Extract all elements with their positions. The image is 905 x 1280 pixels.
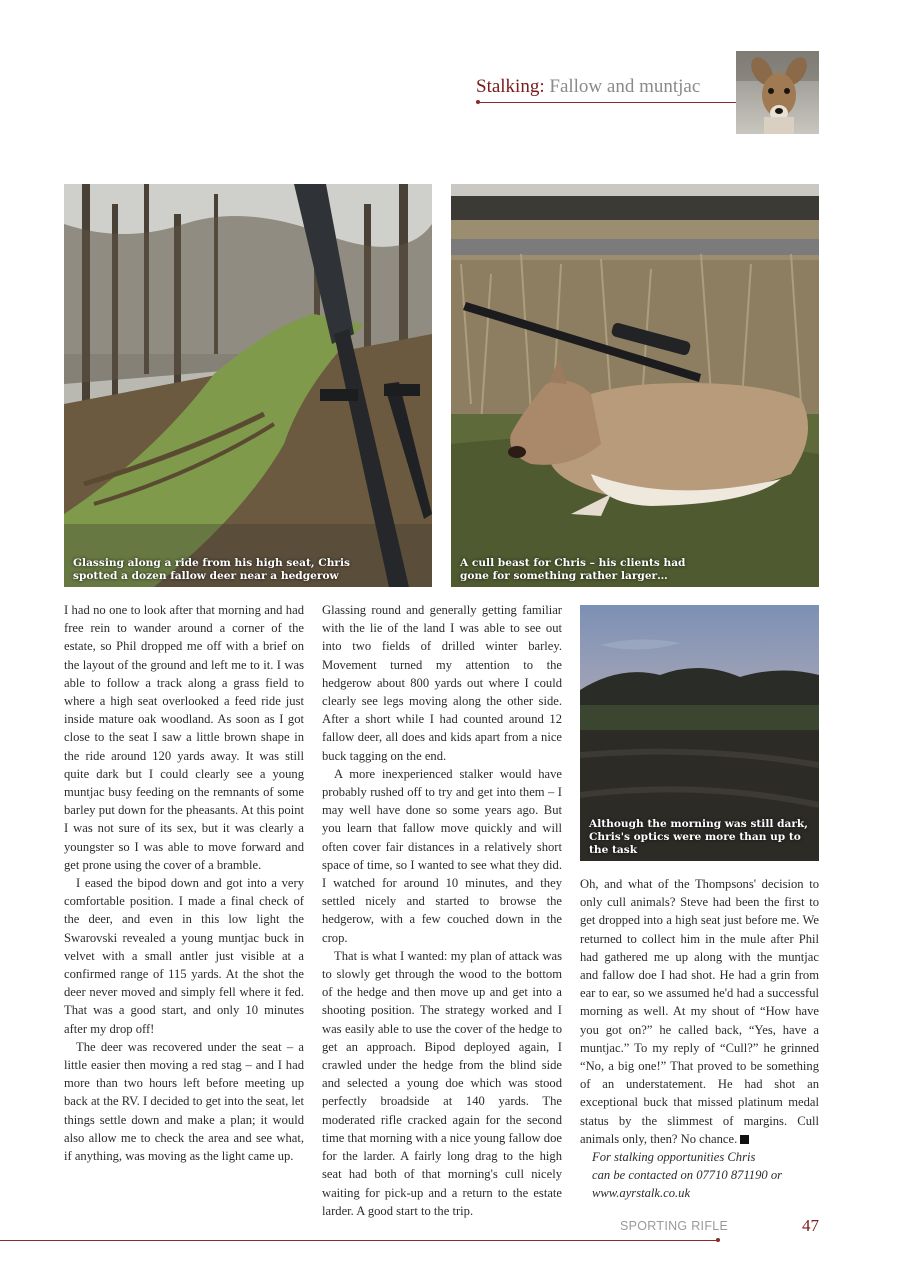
header-rule-dot: [476, 100, 480, 104]
article-paragraph: A more inexperienced stalker would have probably rushed off to try and get into them – I may well have done so some years ago. But you learn that fallow move quickly and will often cover fair distances in a relatively short space of time, so I wanted to see what they did. I watched for around 10 minutes, and they settled nicely and started to browse the hedgerow, with a few couched down in the crop.: [322, 766, 562, 945]
article-paragraph: Glassing round and generally getting familiar with the lie of the land I was able to see out into two fields of drilled winter barley. Movement turned my attention to the hedgerow about 800 yards out where I could clearly see legs moving along the other side. After a short while I had counted around 12 fallow deer, all does and kids apart from a nice buck tagging on the end.: [322, 603, 562, 763]
footer-rule-dot: [716, 1238, 720, 1242]
footer-rule: [0, 1240, 718, 1241]
cull-photo-caption: [460, 557, 811, 583]
credit-website: www.ayrstalk.co.uk: [592, 1186, 691, 1201]
ride-photo-caption: [73, 557, 424, 583]
fallow-deer-thumbnail: [736, 51, 819, 134]
header-rule: [476, 102, 738, 103]
credit-line: can be contacted on 07710 871190 or: [592, 1168, 783, 1183]
section-subtitle: Fallow and muntjac: [549, 76, 701, 97]
cull-deer-photo: [451, 184, 819, 587]
article-paragraph: I eased the bipod down and got into a very comfortable position. I made a final check of the deer, and even in this low light the Swarovski revealed a young muntjac buck in velvet with a small antler just visible at a confirmed range of 115 yards. At the shot the deer never moved and simply fell where it fed. That was a good start, and only 10 minutes after my drop off!: [64, 876, 304, 1036]
caption-line: Glassing along a ride from his high seat, Chris: [73, 557, 350, 569]
article-paragraph: [580, 875, 819, 1148]
section-label: Stalking:: [476, 76, 545, 97]
magazine-name: SPORTING RIFLE: [620, 1219, 729, 1233]
closing-paragraph-text: Oh, and what of the Thompsons' decision to only cull animals? Steve had been the first to get dropped into a high seat just before me. We returned to collect him in the mule after Phil had gathered me up along with the muntjac and fallow doe I had shot. He had a grin from ear to ear, so we assumed he'd had a successful morning as well. At my shout of “How have you got on?” he called back, “Yes, have a muntjac.” To my reply of “Cull?” he grinned “No, a big one!” That proved to be something of an understatement. He had shot an exceptional buck that missed platinum medal status by the slimmest of margins. Cull animals only, then? No chance.: [580, 877, 819, 1146]
section-heading: [476, 76, 700, 98]
woodland-ride-photo: [64, 184, 432, 587]
article-paragraph: I had no one to look after that morning and had free rein to wander around a corner of the estate, so Phil dropped me off with a brief on the layout of the ground and left me to it. I was able to follow a track along a grass field to where a high seat overlooked a feed ride just inside mature oak woodland. As soon as I got close to the seat I saw a little brown shape in the ride around 120 yards away. It was still quite dark but I could clearly see a young muntjac busy feeding on the remnants of some barley put down for the pheasants. At this point I was not sure of its sex, but it was clearly a youngster so I was able to move forward and get prone using the cover of a bramble.: [64, 603, 304, 872]
article-column-2: [322, 601, 562, 1220]
caption-line: gone for something rather larger…: [460, 570, 668, 582]
end-mark-icon: [740, 1135, 749, 1144]
caption-line: spotted a dozen fallow deer near a hedgerow: [73, 570, 339, 582]
caption-line: Although the morning was still dark,: [589, 818, 808, 830]
credit-line: For stalking opportunities Chris: [592, 1150, 756, 1165]
page-number: 47: [802, 1216, 819, 1235]
contact-credit: [580, 1148, 819, 1203]
field-photo-caption: [589, 818, 811, 857]
caption-line: Chris's optics were more than up to the task: [589, 831, 801, 856]
caption-line: A cull beast for Chris – his clients had: [460, 557, 686, 569]
barley-field-photo: [580, 605, 819, 861]
article-paragraph: That is what I wanted: my plan of attack was to slowly get through the wood to the bottom of the hedge and then move up and get into a shooting position. The strategy worked and I was easily able to use the cover of the hedge to get an approach. Bipod deployed again, I crawled under the hedge from the blind side and selected a young doe which was stood perfectly broadside at 140 yards. The moderated rifle cracked again for the second time that morning with a nice young fallow doe for the larder. A fairly long drag to the high seat had both of that morning's cull nicely waiting for pick-up and a return to the estate larder. A good start to the trip.: [322, 948, 562, 1218]
article-column-3: [580, 875, 819, 1203]
article-column-1: [64, 601, 304, 1165]
article-paragraph: The deer was recovered under the seat – a little easier then moving a red stag – and I had more than two hours left before meeting up back at the RV. I decided to get into the seat, let things settle down and make a plan; it would also allow me to check the area and see what, if anything, was moving as the light came up.: [64, 1039, 304, 1164]
